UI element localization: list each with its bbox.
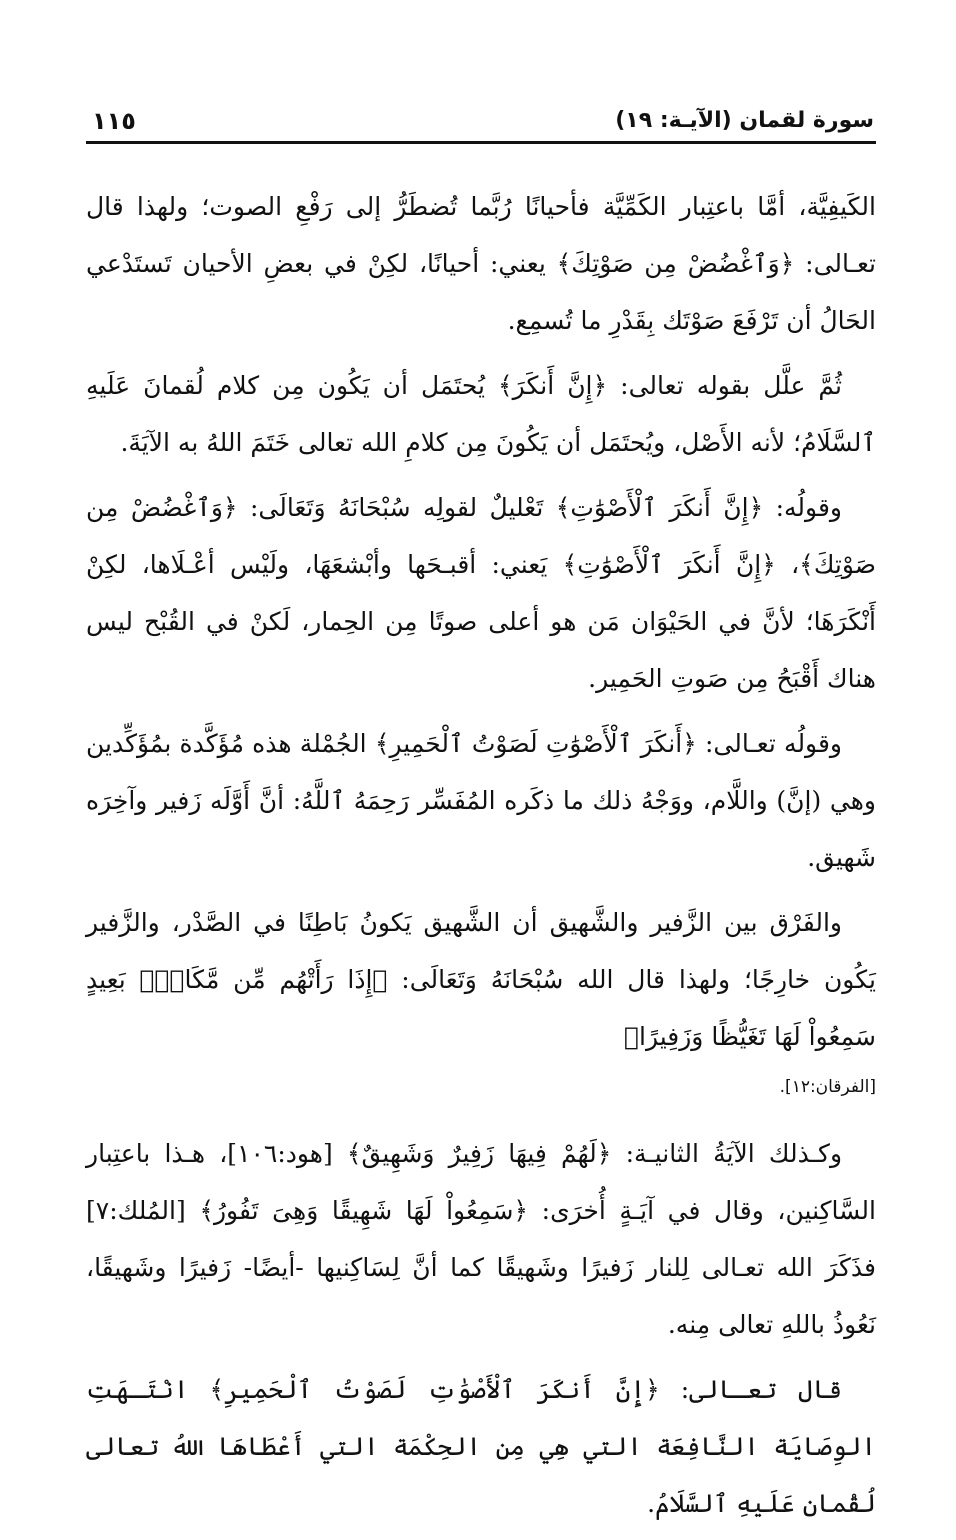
paragraph: والفَرْق بين الزَّفير والشَّهيق أن الشَّهيق يَكونُ بَاطِنًا في الصَّدْر، والزَّفير يَكُون خارِجًا؛ ولهذا قال الله سُبْحَانَهُ وَتَعَالَى: ﴿إِذَا رَأَتْهُم مِّن مَّكَانٍۭ بَعِيدٍ سَمِعُواْ لَهَا تَغَيُّظًا وَزَفِيرًا﴾ (86, 908, 876, 1051)
page-number: ١١٥ (92, 107, 136, 135)
page-header (92, 96, 874, 136)
paragraph: وقولُه تعـالى: ﴿أَنكَرَ ٱلْأَصْوَٰتِ لَصَوْتُ ٱلْحَمِيرِ﴾ الجُمْلة هذه مُؤَكَّدة بمُؤَكِّدين وهي (إنَّ) واللَّام، ووَجْهُ ذلك ما ذكَره المُفَسِّر رَحِمَهُ ٱللَّهُ: أنَّ أَوَّلَه زَفير وآخِرَه شَهيق. (86, 729, 876, 872)
page-body (86, 178, 876, 1540)
verse-citation: [الفرقان:١٢]. (779, 1077, 876, 1097)
paragraph: الكَيفِيَّة، أمَّا باعتِبار الكَمِّيَّة فأحيانًا رُبَّما تُضطَرُّ إلى رَفْعِ الصوت؛ ولهذا قال تعـالى: ﴿وَٱغْضُضْ مِن صَوْتِكَ﴾ يعني: أحيانًا، لكِنْ في بعضِ الأحيان تَستَدْعي الحَالُ أن تَرْفَعَ صَوْتَك بِقَدْرِ ما تُسمِع. (86, 192, 876, 335)
running-title: سورة لقمان (الآيـة: ١٩) (615, 108, 874, 133)
paragraph: وقولُه: ﴿إِنَّ أَنكَرَ ٱلْأَصْوَٰتِ﴾ تَعْليلٌ لقولِه سُبْحَانَهُ وَتَعَالَى: ﴿وَٱغْضُضْ مِن صَوْتِكَ﴾، ﴿إِنَّ أَنكَرَ ٱلْأَصْوَٰتِ﴾ يَعني: أقبـحَها وأبْشعَهَا، ولَيْس أعْـلَاها، لكِنْ أَنْكَرَهَا؛ لأنَّ في الحَيْوَان مَن هو أعلى صوتًا مِن الحِمار، لَكنْ في القُبْح ليس هناك أَقْبَحُ مِن صَوتِ الحَمِير. (86, 493, 876, 693)
paragraph: وكـذلك الآيَةُ الثانيـة: ﴿لَهُمْ فِيهَا زَفِيرٌ وَشَهِيقٌ﴾ [هود:١٠٦]، هـذا باعتِبار السَّاكِنين، وقال في آيَـةٍ أُخرَى: ﴿سَمِعُواْ لَهَا شَهِيقًا وَهِىَ تَفُورُ﴾ [المُلك:٧] فذَكَرَ الله تعـالى لِلنار زَفيرًا وشَهيقًا كما أنَّ لِسَاكِنيها -أيضًا- زَفيرًا وشَهيقًا، نَعُوذُ باللهِ تعالى مِنه. (86, 1139, 876, 1339)
paragraph: ثُمَّ علَّل بقوله تعالى: ﴿إِنَّ أَنكَرَ﴾ يُحتَمَل أن يَكُون مِن كلام لُقمانَ عَلَيهِ ٱلسَّلَامُ؛ لأنه الأَصْل، ويُحتَمَل أن يَكُونَ مِن كلامِ الله تعالى خَتَمَ اللهُ به الآيَةَ. (86, 371, 876, 457)
header-divider (86, 141, 876, 144)
paragraph: قال تعـالى: ﴿إِنَّ أَنكَرَ ٱلْأَصْوَٰتِ لَصَوْتُ ٱلْحَمِيرِ﴾ انْتَـهَتِ الوِصَايَة النَّافِعَة التي هِي مِن الحِكْمَة التي أَعْطَاهَا اللهُ تعالى لُقْمان عَلَيهِ ٱلسَّلَامُ. (86, 1375, 876, 1518)
